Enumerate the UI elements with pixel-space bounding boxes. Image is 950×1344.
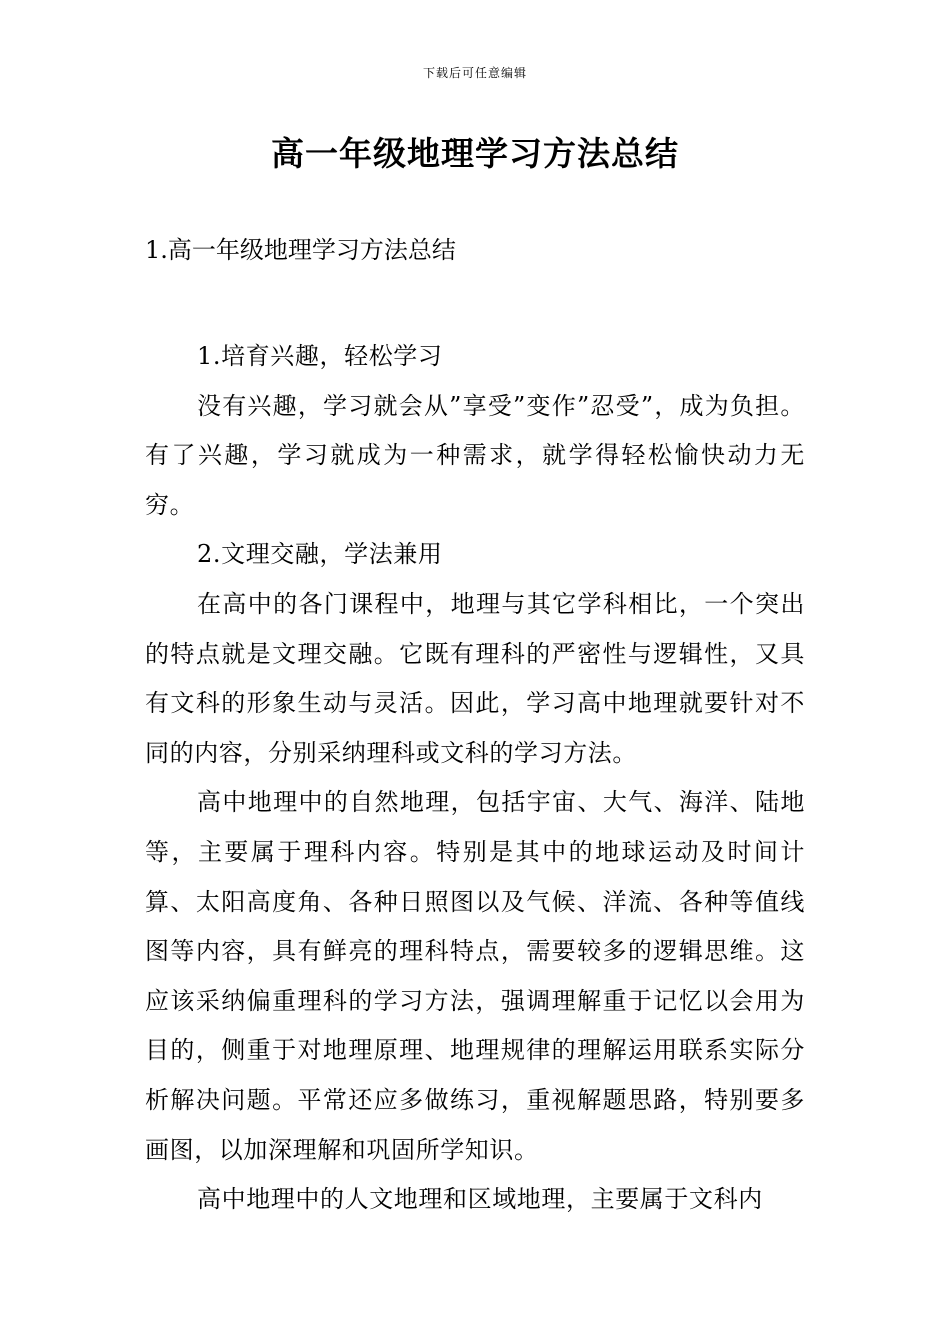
paragraph-arts-science: 在高中的各门课程中，地理与其它学科相比，一个突出的特点就是文理交融。它既有理科的严密性与逻辑性，又具有文科的形象生动与灵活。因此，学习高中地理就要针对不同的内容，分别采纳理科或文科的学习方法。 bbox=[145, 589, 805, 767]
subheading-interest: 1.培育兴趣，轻松学习 bbox=[197, 342, 443, 370]
document-body bbox=[145, 332, 805, 1225]
section-heading: 1.高一年级地理学习方法总结 bbox=[145, 236, 456, 264]
subheading-arts-science: 2.文理交融，学法兼用 bbox=[197, 540, 443, 569]
paragraph-physical-geography: 高中地理中的自然地理，包括宇宙、大气、海洋、陆地等，主要属于理科内容。特别是其中的地球运动及时间计算、太阳高度角、各种日照图以及气候、洋流、各种等值线图等内容，具有鲜亮的理科特点，需要较多的逻辑思维。这应该采纳偏重理科的学习方法，强调理解重于记忆以会用为目的，侧重于对地理原理、地理规律的理解运用联系实际分析解决问题。平常还应多做练习，重视解题思路，特别要多画图，以加深理解和巩固所学知识。 bbox=[145, 788, 805, 1164]
paragraph-human-geography: 高中地理中的人文地理和区域地理，主要属于文科内 bbox=[197, 1185, 763, 1214]
header-note: 下载后可任意编辑 bbox=[422, 66, 527, 80]
paragraph-interest: 没有兴趣，学习就会从”享受”变作”忍受”，成为负担。有了兴趣，学习就成为一种需求，就学得轻松愉快动力无穷。 bbox=[145, 391, 805, 519]
document-title: 高一年级地理学习方法总结 bbox=[271, 134, 679, 173]
